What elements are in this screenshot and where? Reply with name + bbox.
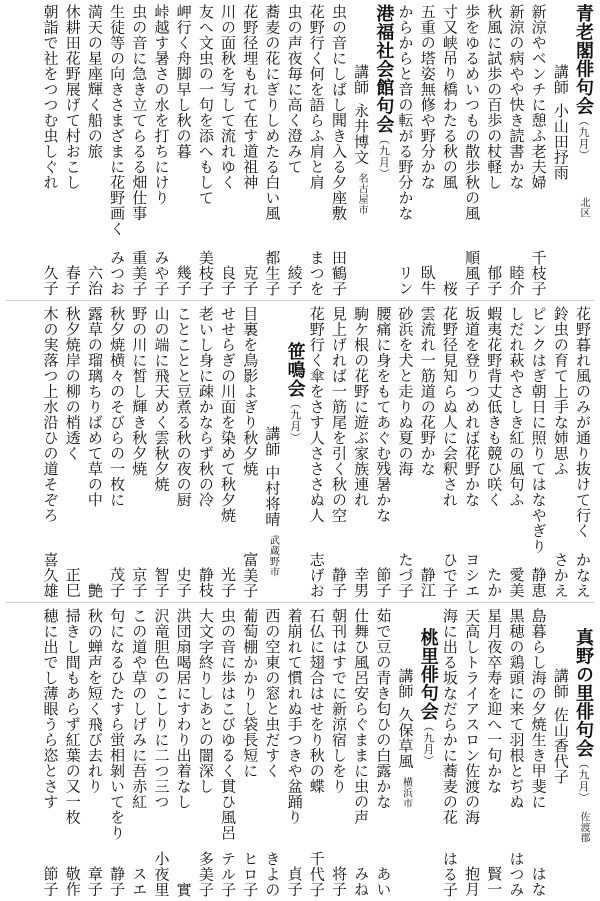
group-header-tori — [417, 608, 439, 897]
verse-text: 花野暮れ風のみが通り抜けて行く — [574, 306, 592, 539]
verse-text: 黒穂の鶏頭に来て羽根とぢぬ — [507, 608, 526, 810]
verse-text: 老いし身に疎かならず秋の冷 — [196, 306, 215, 508]
verse-text: 砂浜を犬と走りぬ夏の海 — [396, 306, 415, 477]
verse-author: 小夜里 — [152, 850, 171, 897]
group-title: 港福社会館句会 — [373, 4, 395, 134]
verse — [328, 608, 350, 897]
verse — [39, 4, 61, 296]
group-header-kofuku — [372, 4, 394, 296]
verse-text: ことことと豆煮る秋の夜の厨 — [174, 306, 193, 508]
verse-text: 腰痛に身をもてあぐむ残暑かな — [374, 306, 393, 523]
verse — [195, 306, 217, 598]
verse-author: 茂子 — [108, 567, 127, 598]
verse — [483, 608, 505, 897]
verse-text: 雲流れ一筋道の花野かな — [418, 306, 437, 477]
verse — [527, 4, 549, 296]
verse — [527, 306, 549, 598]
verse-author: きよの — [263, 850, 282, 897]
verse-text: 句になるひたすら蛍相剝いてをり — [108, 608, 127, 841]
verse-author: 郁子 — [485, 265, 504, 296]
verse-text: 洪団扇喝居にすわり出着なし — [174, 608, 193, 810]
lecturer-name: 佐山香代子 — [551, 707, 570, 785]
verse — [461, 4, 483, 296]
verse-author: 抱月 — [463, 866, 482, 897]
group-city: 北区 — [578, 197, 589, 218]
group-month: （九月） — [577, 757, 590, 804]
verse-text: 生徒等の向きさまざまに花野画く — [108, 4, 127, 237]
verse-author: ヨシエ — [463, 551, 482, 598]
verse-author: 富美子 — [241, 551, 260, 598]
verse-text: 花野径見知らぬ人に会釈され — [440, 306, 459, 508]
verse-author: 多美子 — [196, 850, 215, 897]
band-middle — [6, 306, 594, 598]
verse — [239, 4, 261, 296]
verse — [106, 306, 128, 598]
verse — [84, 608, 106, 897]
verse-author: 艶 — [85, 582, 104, 598]
verse-text: 虫の声夜毎に高く澄みて — [285, 4, 304, 175]
verse — [84, 306, 106, 598]
verse-author: さかえ — [551, 551, 570, 598]
verse — [372, 608, 394, 897]
verse-author: 光子 — [219, 567, 237, 598]
verse-text: 着崩れて慣れぬ手つきや盆踊り — [285, 608, 304, 825]
verse-author: リン — [396, 265, 415, 296]
verse-author: 克子 — [241, 265, 260, 296]
verse-author: あい — [374, 866, 393, 897]
verse-text: 山の端に飛天めく雲秋夕焼 — [152, 306, 171, 492]
lecturer-line — [261, 306, 283, 598]
lecturer-label: 講師 — [396, 668, 415, 699]
verse — [172, 306, 194, 598]
verse-text: 朝刊はすでに新涼宿しをり — [329, 608, 348, 794]
verse-text: 秋風に試歩の百歩の杖軽し — [485, 4, 504, 190]
verse-author: 幸男 — [352, 567, 371, 598]
group-month: （九月） — [288, 397, 302, 444]
verse — [84, 4, 106, 296]
verse-author: 田鶴子 — [329, 249, 348, 296]
verse — [417, 4, 439, 296]
verse — [417, 306, 439, 598]
group-title: 青老閣俳句会 — [573, 4, 594, 115]
verse-author: 喜久雄 — [41, 551, 60, 598]
lecturer-line — [550, 4, 572, 296]
lecturer-name: 中村将晴 — [263, 465, 282, 527]
verse-author: 章子 — [85, 866, 104, 897]
verse — [128, 608, 150, 897]
verse-text: 鈴虫の育て上手な姉思ふ — [551, 306, 570, 477]
group-city: 横浜市 — [400, 777, 412, 809]
verse — [128, 4, 150, 296]
verse-text: 虫の音にしばし聞き入る夕座敷 — [329, 4, 348, 221]
group-title: 真野の里俳句会 — [573, 628, 594, 758]
verse-text: 歩をゆるめいつもの散歩秋の風 — [463, 4, 482, 221]
verse — [461, 608, 483, 897]
verse-author: まつを — [307, 249, 326, 296]
verse-author: みつお — [108, 249, 127, 296]
verse-text: からからと音の転がる野分かな — [396, 4, 415, 221]
group-title: 桃里俳句会 — [417, 628, 439, 721]
lecturer-label: 講師 — [263, 426, 282, 457]
verse-author: みや子 — [152, 249, 171, 296]
verse-text: 蝦夷花野背丈低きも競ひ咲く — [485, 306, 504, 508]
group-header-seirokaku — [572, 4, 594, 296]
verse-text: 川の面秋を写して流れゆく — [219, 4, 237, 190]
verse — [39, 608, 61, 897]
lecturer-name: 小山田抒雨 — [551, 103, 570, 181]
verse-author: 智子 — [152, 567, 171, 598]
verse-author: 千代子 — [307, 850, 326, 897]
lecturer-line — [350, 4, 372, 296]
verse — [505, 4, 527, 296]
verse — [239, 306, 261, 598]
verse — [239, 608, 261, 897]
verse-text: 石仏に翅合はせをり秋の蝶 — [307, 608, 326, 794]
verse — [328, 306, 350, 598]
verse-author: 静子 — [329, 567, 348, 598]
verse-text: 海に出る坂なだらかに蕎麦の花 — [440, 608, 459, 825]
verse-author: はな — [529, 866, 548, 897]
verse — [505, 306, 527, 598]
verse — [483, 4, 505, 296]
verse — [350, 608, 372, 897]
verse-author: 静江 — [418, 567, 437, 598]
verse-author: 千枝子 — [529, 249, 548, 296]
verse-text: 野の川に皙し輝き秋夕焼 — [130, 306, 149, 477]
verse — [439, 608, 461, 897]
lecturer-line — [394, 608, 416, 897]
verse-text: 秋の蝉声を短く飛び去れり — [85, 608, 104, 794]
verse-text: しだれ萩やさしき紅の風句ふ — [507, 306, 526, 508]
group-city: 佐渡郡 — [578, 811, 589, 843]
verse — [306, 306, 328, 598]
verse-author: スエ — [130, 866, 149, 897]
verse-text: 峠越す暑さの水を打ちにけり — [152, 4, 171, 206]
verse-author: ヒロ子 — [241, 850, 260, 897]
verse-text: 坂道を登りつめれば花野かな — [463, 306, 482, 508]
verse-author: 静子 — [108, 866, 127, 897]
verse-author: 敬作 — [63, 866, 82, 897]
verse — [172, 608, 194, 897]
verse — [328, 4, 350, 296]
group-header-manonosato — [572, 608, 594, 897]
verse — [372, 306, 394, 598]
verse-text: 目裏を鳥影よぎり秋夕焼 — [241, 306, 260, 477]
verse — [261, 608, 283, 897]
lecturer-label: 講師 — [551, 64, 570, 95]
verse-author: 久子 — [41, 265, 60, 296]
verse — [394, 4, 416, 296]
verse — [195, 4, 217, 296]
lecturer-name: 永井博文 — [352, 103, 371, 165]
verse — [483, 306, 505, 598]
verse-author: たか — [485, 567, 504, 598]
verse — [283, 608, 305, 897]
verse-author: 静枝 — [196, 567, 215, 598]
verse-text: 星月夜卒寿を迎へ一句かな — [485, 608, 504, 794]
group-month: （九月） — [421, 720, 435, 767]
verse — [527, 608, 549, 897]
group-city: 名古屋市 — [356, 173, 368, 215]
verse-author: 賢一 — [485, 866, 504, 897]
verse — [505, 608, 527, 897]
verse-author: 愛美 — [507, 567, 526, 598]
verse — [439, 306, 461, 598]
verse-text: 休耕田花野展げて村おこし — [63, 4, 82, 190]
verse-text: 花野行く傘をさす人さささぬ人 — [307, 306, 326, 523]
verse-author: 節子 — [41, 866, 60, 897]
verse-author: はる子 — [440, 850, 459, 897]
verse — [62, 608, 84, 897]
verse — [306, 608, 328, 897]
verse-author: かなえ — [574, 551, 592, 598]
verse-text: 天高しトライアスロン佐渡の海 — [463, 608, 482, 825]
verse-text: 花野径埋もれて在す道祖神 — [241, 4, 260, 190]
verse-text: 沢竜胆色のこしりに二つ三つ — [152, 608, 171, 810]
verse-text: 花野行く何を語らふ肩と肩 — [307, 4, 326, 190]
verse-author: 六治 — [85, 265, 104, 296]
verse-author: 順風子 — [463, 249, 482, 296]
verse — [195, 608, 217, 897]
verse-author: 臥牛 — [418, 265, 437, 296]
verse-author: 京子 — [130, 567, 149, 598]
verse-author: 幾子 — [174, 265, 193, 296]
verse-author: 春子 — [63, 265, 82, 296]
verse-text: 岬行く舟脚早し秋の暮 — [174, 4, 193, 159]
verse — [217, 608, 239, 897]
verse-text: 蕎麦の花にぎりしめたる白い風 — [263, 4, 282, 221]
verse-text: 木の実落つ上水沿ひの道そぞろ — [41, 306, 60, 523]
verse — [106, 608, 128, 897]
verse-author: たづ子 — [396, 551, 415, 598]
verse-author: はつみ — [507, 850, 526, 897]
verse-author: ひで子 — [440, 551, 459, 598]
verse — [150, 4, 172, 296]
verse-author: 正巳 — [63, 567, 82, 598]
group-header-sasanaki — [283, 306, 305, 598]
verse — [394, 306, 416, 598]
verse-text: 駒ケ根の花野に遊ぶ家族連れ — [352, 306, 371, 508]
verse — [217, 306, 239, 598]
divider — [6, 602, 594, 603]
group-month: （九月） — [577, 115, 590, 161]
verse — [172, 4, 194, 296]
verse-author: 重美子 — [130, 249, 149, 296]
verse-author: 節子 — [374, 567, 393, 598]
verse-text: 満天の星座輝く船の旅 — [85, 4, 104, 159]
verse-text: 西の空東の窓と虫だすく — [263, 608, 282, 779]
group-city: 武蔵野市 — [267, 535, 279, 577]
verse-text: この道や草のしげみに吾赤紅 — [130, 608, 149, 810]
verse-text: 見上げれば一筋尾を引く秋の空 — [329, 306, 348, 523]
lecturer-name: 久保草風 — [396, 707, 415, 769]
verse-text: 島暮らし海の夕焼生き甲斐に — [529, 608, 548, 810]
verse-author: 貞子 — [285, 866, 304, 897]
verse-text: 寸又峡吊り橋わたる秋の風 — [440, 4, 459, 190]
verse-author: 静恵 — [529, 567, 548, 598]
verse-text: 虫の音に歩はこびゆるく貫ひ風呂 — [219, 608, 237, 841]
band-bottom — [6, 608, 594, 897]
verse-text: 大文字終りしあとの闇深し — [196, 608, 215, 794]
verse-text: 友へ文虫の一句を添へもして — [196, 4, 215, 206]
verse-author: テル子 — [219, 850, 237, 897]
verse-text: せせらぎの川面を染めて秋夕焼 — [219, 306, 237, 523]
verse-author: 将子 — [329, 866, 348, 897]
verse — [150, 306, 172, 598]
verse-text: 茹で豆の青き匂ひの白露かな — [374, 608, 393, 810]
verse-text: 掃きし間もあらず紅葉の又一枚 — [63, 608, 82, 825]
verse-text: ピンクはぎ朝日に照りてはなやぎり — [529, 306, 548, 554]
lecturer-line — [550, 608, 572, 897]
verse-text: 秋夕焼岸の柳の梢透く — [63, 306, 82, 461]
verse-text: 穂に出でし薄眼うら恣とさす — [41, 608, 60, 810]
verse-text: 露草の瑠璃ちりばめて草の中 — [85, 306, 104, 508]
verse-author: 實 — [174, 881, 193, 897]
verse-author: 綾子 — [285, 265, 304, 296]
lecturer-label: 講師 — [551, 668, 570, 699]
verse-text: 新涼の病やや快き読書かな — [507, 4, 526, 190]
band-top — [6, 4, 594, 296]
verse — [283, 4, 305, 296]
verse — [150, 608, 172, 897]
verse-text: 葡萄棚かかりし袋長短に — [241, 608, 260, 779]
verse-author: みね — [352, 866, 371, 897]
verse-author: 良子 — [219, 265, 237, 296]
divider — [6, 300, 594, 301]
verse-author: 志げお — [307, 551, 326, 598]
verse — [439, 4, 461, 296]
lecturer-label: 講師 — [352, 64, 371, 95]
verse-author: 美枝子 — [196, 249, 215, 296]
verse-text: 虫の音に急き立てらるる畑仕事 — [130, 4, 149, 221]
verse — [306, 4, 328, 296]
verse-text: 仕舞ひ風呂安らぐままに虫の声 — [352, 608, 371, 825]
group-title: 笹鳴会 — [284, 342, 306, 398]
verse — [550, 306, 572, 598]
verse — [217, 4, 239, 296]
verse — [128, 306, 150, 598]
verse — [62, 306, 84, 598]
verse — [261, 4, 283, 296]
verse-text: 新涼やベンチに憩ふ老夫婦 — [529, 4, 548, 190]
verse — [350, 306, 372, 598]
verse-author: 都生子 — [263, 249, 282, 296]
verse-text: 秋夕焼横々のそびらの一枚に — [108, 306, 127, 508]
verse-author: 睦介 — [507, 265, 526, 296]
verse-text: 五重の塔姿無修や野分かな — [418, 4, 437, 190]
verse — [106, 4, 128, 296]
verse-text: 朝詣で社をつつむ虫しぐれ — [41, 4, 60, 190]
verse — [62, 4, 84, 296]
verse — [572, 306, 594, 598]
verse — [461, 306, 483, 598]
group-month: （九月） — [377, 133, 391, 180]
verse — [39, 306, 61, 598]
verse-author: 桜 — [440, 280, 459, 296]
verse-author: 史子 — [174, 567, 193, 598]
